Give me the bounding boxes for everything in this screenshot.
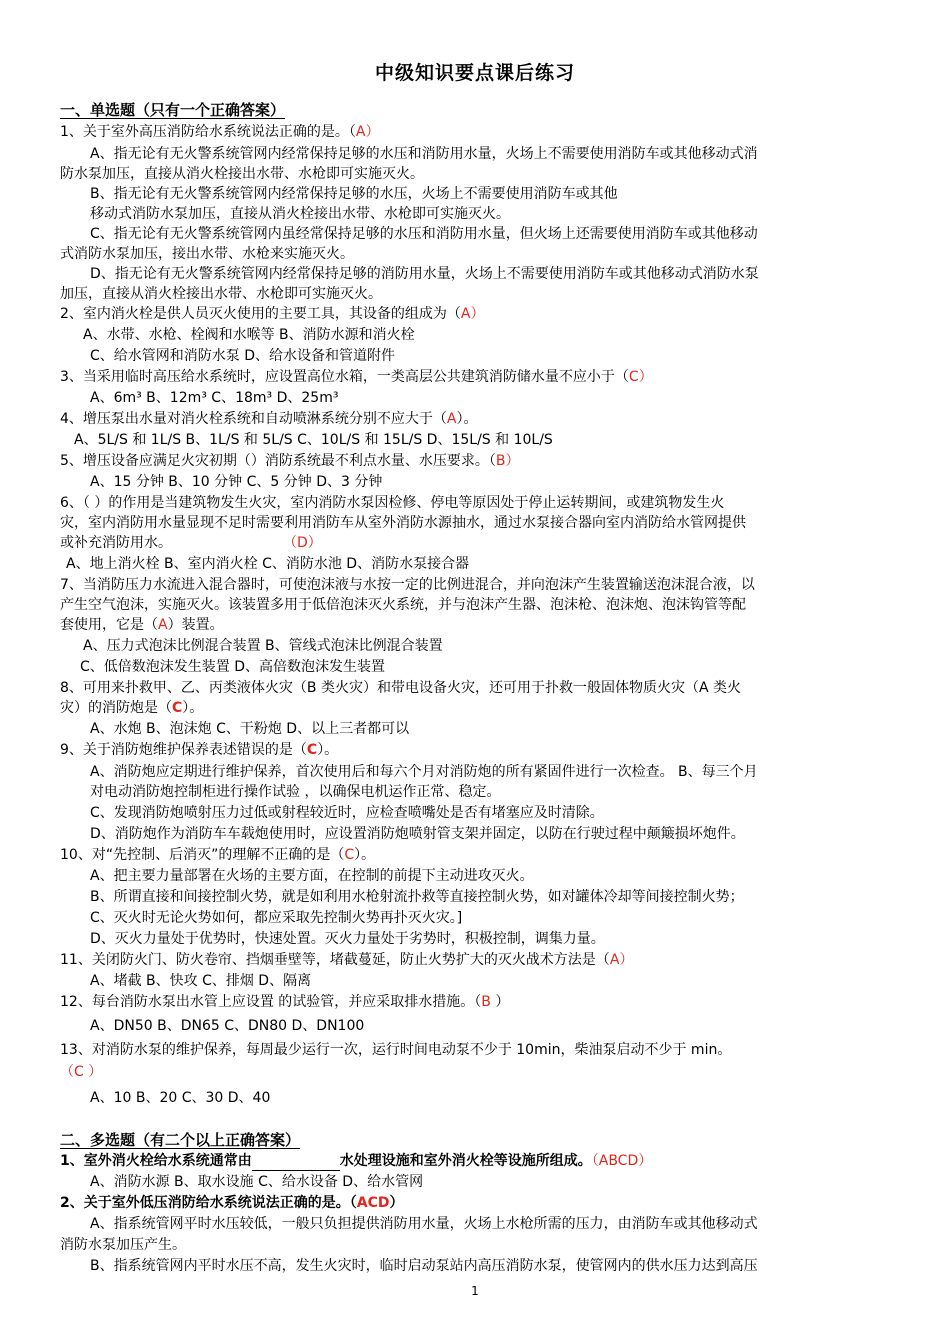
options-row: A、DN50 B、DN65 C、DN80 D、DN100 — [90, 1018, 365, 1034]
question-text: 4、增压泵出水量对消火栓系统和自动喷淋系统分别不应大于（ — [60, 411, 447, 427]
answer-bracket: ） — [389, 1195, 404, 1211]
answer-bracket: ） — [470, 306, 485, 322]
question-text: 5、增压设备应满足火灾初期（）消防系统最不利点水量、水压要求。（ — [60, 453, 496, 469]
options-row: A、水带、水枪、栓阀和水喉等 B、消防水源和消火栓 — [83, 327, 415, 343]
option-text: 消防水泵加压产生。 — [60, 1237, 186, 1253]
question-13-line2 — [60, 1062, 892, 1082]
answer-bracket: ）。 — [456, 411, 478, 427]
question-7-line3 — [60, 615, 892, 635]
options-row: A、10 B、20 C、30 D、40 — [90, 1090, 271, 1106]
question-text: 1、关于室外高压消防给水系统说法正确的是。（ — [60, 124, 356, 140]
answer: A — [355, 124, 366, 140]
question-6-line3 — [60, 533, 892, 553]
option-text: B、所谓直接和间接控制火势，就是如利用水枪射流扑救等直接控制火势，如对罐体冷却等间接控制火势； — [90, 889, 744, 905]
answer: A — [609, 952, 620, 968]
answer: A — [460, 306, 471, 322]
option-text: 加压，直接从消火栓接出水带、水枪即可实施灭火。 — [60, 286, 382, 302]
answer: C — [172, 700, 183, 716]
question-text: 3、当采用临时高压给水系统时，应设置高位水箱，一类高层公共建筑消防储水量不应小于（ — [60, 369, 629, 385]
answer: C — [74, 1064, 84, 1080]
option-text: A、指无论有无火警系统管网内经常保持足够的水压和消防用水量，火场上不需要使用消防车或其他移动式消 — [90, 146, 758, 162]
option-text: 式消防水泵加压，接出水带、水枪来实施灭火。 — [60, 246, 354, 262]
question-9 — [60, 740, 892, 760]
options-row: A、5L/S 和 1L/S B、1L/S 和 5L/S C、10L/S 和 15L/S D、15L/S 和 10L/S — [74, 432, 553, 448]
answer: A — [158, 617, 168, 633]
option-text: 移动式消防水泵加压，直接从消火栓接出水带、水枪即可实施灭火。 — [90, 206, 510, 222]
question-text: 9、关于消防炮维护保养表述错误的是（ — [60, 742, 307, 758]
question-6-line1: 6、（ ）的作用是当建筑物发生火灾，室内消防水泵因检修、停电等原因处于停止运转期间，或建筑物发生火 — [60, 495, 725, 511]
question-8-line2 — [60, 698, 892, 718]
question-12 — [60, 992, 892, 1012]
question-text: 11、关闭防火门、防火卷帘、挡烟垂壁等，堵截蔓延，防止火势扩大的灭火战术方法是（ — [60, 952, 610, 968]
question-text: 或补充消防用水。 — [60, 535, 172, 551]
page-number: 1 — [471, 1284, 479, 1298]
options-row: A、地上消火栓 B、室内消火栓 C、消防水池 D、消防水泵接合器 — [66, 556, 470, 572]
answer-bracket: （ — [60, 1064, 74, 1080]
option-text: A、消防炮应定期进行维护保养，首次使用后和每六个月对消防炮的所有紧固件进行一次检查。 B、每三个月 — [90, 764, 758, 780]
option-text: B、指无论有无火警系统管网内经常保持足够的水压，火场上不需要使用消防车或其他 — [90, 186, 618, 202]
answer: ACD — [356, 1195, 390, 1211]
question-7-line1: 7、当消防压力水流进入混合器时，可使泡沫液与水按一定的比例进混合，并向泡沫产生装置输送泡沫混合液，以 — [60, 577, 755, 593]
answer: B — [495, 453, 506, 469]
question-4 — [60, 409, 892, 429]
question-text-end: ）装置。 — [167, 617, 224, 633]
answer: A — [446, 411, 457, 427]
question-text: 2、关于室外低压消防给水系统说法正确的是。（ — [60, 1195, 357, 1211]
options-row: A、消防水源 B、取水设施 C、给水设备 D、给水管网 — [90, 1174, 424, 1190]
answer-bracket: ）。 — [182, 700, 204, 716]
options-row: A、堵截 B、快攻 C、排烟 D、隔离 — [90, 973, 312, 989]
question-1 — [60, 122, 892, 142]
options-row: C、低倍数泡沫发生装置 D、高倍数泡沫发生装置 — [80, 659, 386, 675]
section-heading-single-choice: 一、单选题（只有一个正确答案） — [60, 101, 286, 119]
option-text: D、指无论有无火警系统管网内经常保持足够的消防用水量，火场上不需要使用消防车或其他移动式消防水泵 — [90, 266, 759, 282]
question-8-line1: 8、可用来扑救甲、乙、丙类液体火灾（B 类火灾）和带电设备火灾，还可用于扑救一般固体物质火灾（A 类火 — [60, 680, 741, 696]
multi-question-1 — [60, 1151, 892, 1171]
question-text: 2、室内消火栓是供人员灭火使用的主要工具，其设备的组成为（ — [60, 306, 461, 322]
page-title: 中级知识要点课后练习 — [374, 62, 575, 84]
question-13-line1: 13、对消防水泵的维护保养，每周最少运行一次，运行时间电动泵不少于 10min，柴油泵启动不少于 min。 — [60, 1042, 732, 1058]
options-row: A、6m³ B、12m³ C、18m³ D、25m³ — [90, 390, 339, 406]
answer-bracket: ） — [365, 124, 380, 140]
options-row: A、水炮 B、泡沫炮 C、干粉炮 D、以上三者都可以 — [90, 721, 410, 737]
answer-bracket: ） — [83, 1064, 103, 1080]
option-text: C、指无论有无火警系统管网内虽经常保持足够的水压和消防用水量，但火场上还需要使用消防车或其他移动 — [90, 226, 758, 242]
question-text: 水处理设施和室外消火栓等设施所组成。 — [339, 1153, 592, 1169]
answer-bracket: ） — [619, 952, 634, 968]
options-row: A、压力式泡沫比例混合装置 B、管线式泡沫比例混合装置 — [83, 638, 443, 654]
question-text: 套使用，它是（ — [60, 617, 158, 633]
options-row: C、给水管网和消防水泵 D、给水设备和管道附件 — [90, 348, 396, 364]
question-7-line2: 产生空气泡沫，实施灭火。该装置多用于低倍泡沫灭火系统，并与泡沫产生器、泡沫枪、泡沫炮、泡沫钩管等配 — [60, 597, 746, 613]
section-heading-multiple-choice: 二、多选题（有二个以上正确答案） — [60, 1131, 301, 1149]
answer: C — [628, 369, 639, 385]
question-5 — [60, 451, 892, 471]
option-text: D、消防炮作为消防车车载炮使用时，应设置消防炮喷射管支架并固定，以防在行驶过程中颠簸损坏炮件。 — [90, 826, 745, 842]
question-text: 12、每台消防水泵出水管上应设置 的试验管，并应采取排水措施。（ — [60, 994, 482, 1010]
option-text: C、灭火时无论火势如何，都应采取先控制火势再扑灭火灾。] — [90, 910, 463, 926]
question-11 — [60, 950, 892, 970]
option-text: B、指系统管网内平时水压不高，发生火灾时，临时启动泵站内高压消防水泵，使管网内的供水压力达到高压 — [90, 1258, 758, 1274]
answer: B — [481, 994, 491, 1010]
multi-question-2 — [60, 1193, 892, 1213]
option-text: A、指系统管网平时水压较低，一般只负担提供消防用水量，火场上水枪所需的压力，由消防车或其他移动式 — [90, 1216, 758, 1232]
answer-blank — [252, 1156, 340, 1171]
answer-bracket: ） — [490, 994, 510, 1010]
question-2 — [60, 304, 892, 324]
answer: （D） — [290, 535, 322, 551]
question-text: 灾）的消防炮是（ — [60, 700, 172, 716]
answer-bracket: ） — [638, 369, 653, 385]
answer-bracket: ）。 — [317, 742, 339, 758]
answer-bracket: ） — [505, 453, 520, 469]
answer: C — [344, 847, 355, 863]
question-text: 10、对“先控制、后消灭”的理解不正确的是（ — [60, 847, 345, 863]
option-text: 防水泵加压，直接从消火栓接出水带、水枪即可实施灭火。 — [60, 166, 424, 182]
option-text: D、灭火力量处于优势时，快速处置。灭火力量处于劣势时，积极控制，调集力量。 — [90, 931, 605, 947]
question-6-line2: 灾，室内消防用水量显现不足时需要利用消防车从室外消防水源抽水，通过水泵接合器向室内消防给水管网提供 — [60, 515, 746, 531]
answer-bracket: ）。 — [354, 847, 376, 863]
question-10 — [60, 845, 892, 865]
answer: （ABCD） — [591, 1153, 653, 1169]
answer: C — [306, 742, 318, 758]
question-3 — [60, 367, 892, 387]
question-text: 1、室外消火栓给水系统通常由 — [60, 1153, 252, 1169]
option-text: 对电动消防炮控制柜进行操作试验 ，以确保电机运作正常、稳定。 — [90, 784, 501, 800]
options-row: A、15 分钟 B、10 分钟 C、5 分钟 D、3 分钟 — [90, 474, 383, 490]
option-text: C、发现消防炮喷射压力过低或射程较近时，应检查喷嘴处是否有堵塞应及时清除。 — [90, 805, 604, 821]
option-text: A、把主要力量部署在火场的主要方面，在控制的前提下主动进攻灭火。 — [90, 868, 534, 884]
